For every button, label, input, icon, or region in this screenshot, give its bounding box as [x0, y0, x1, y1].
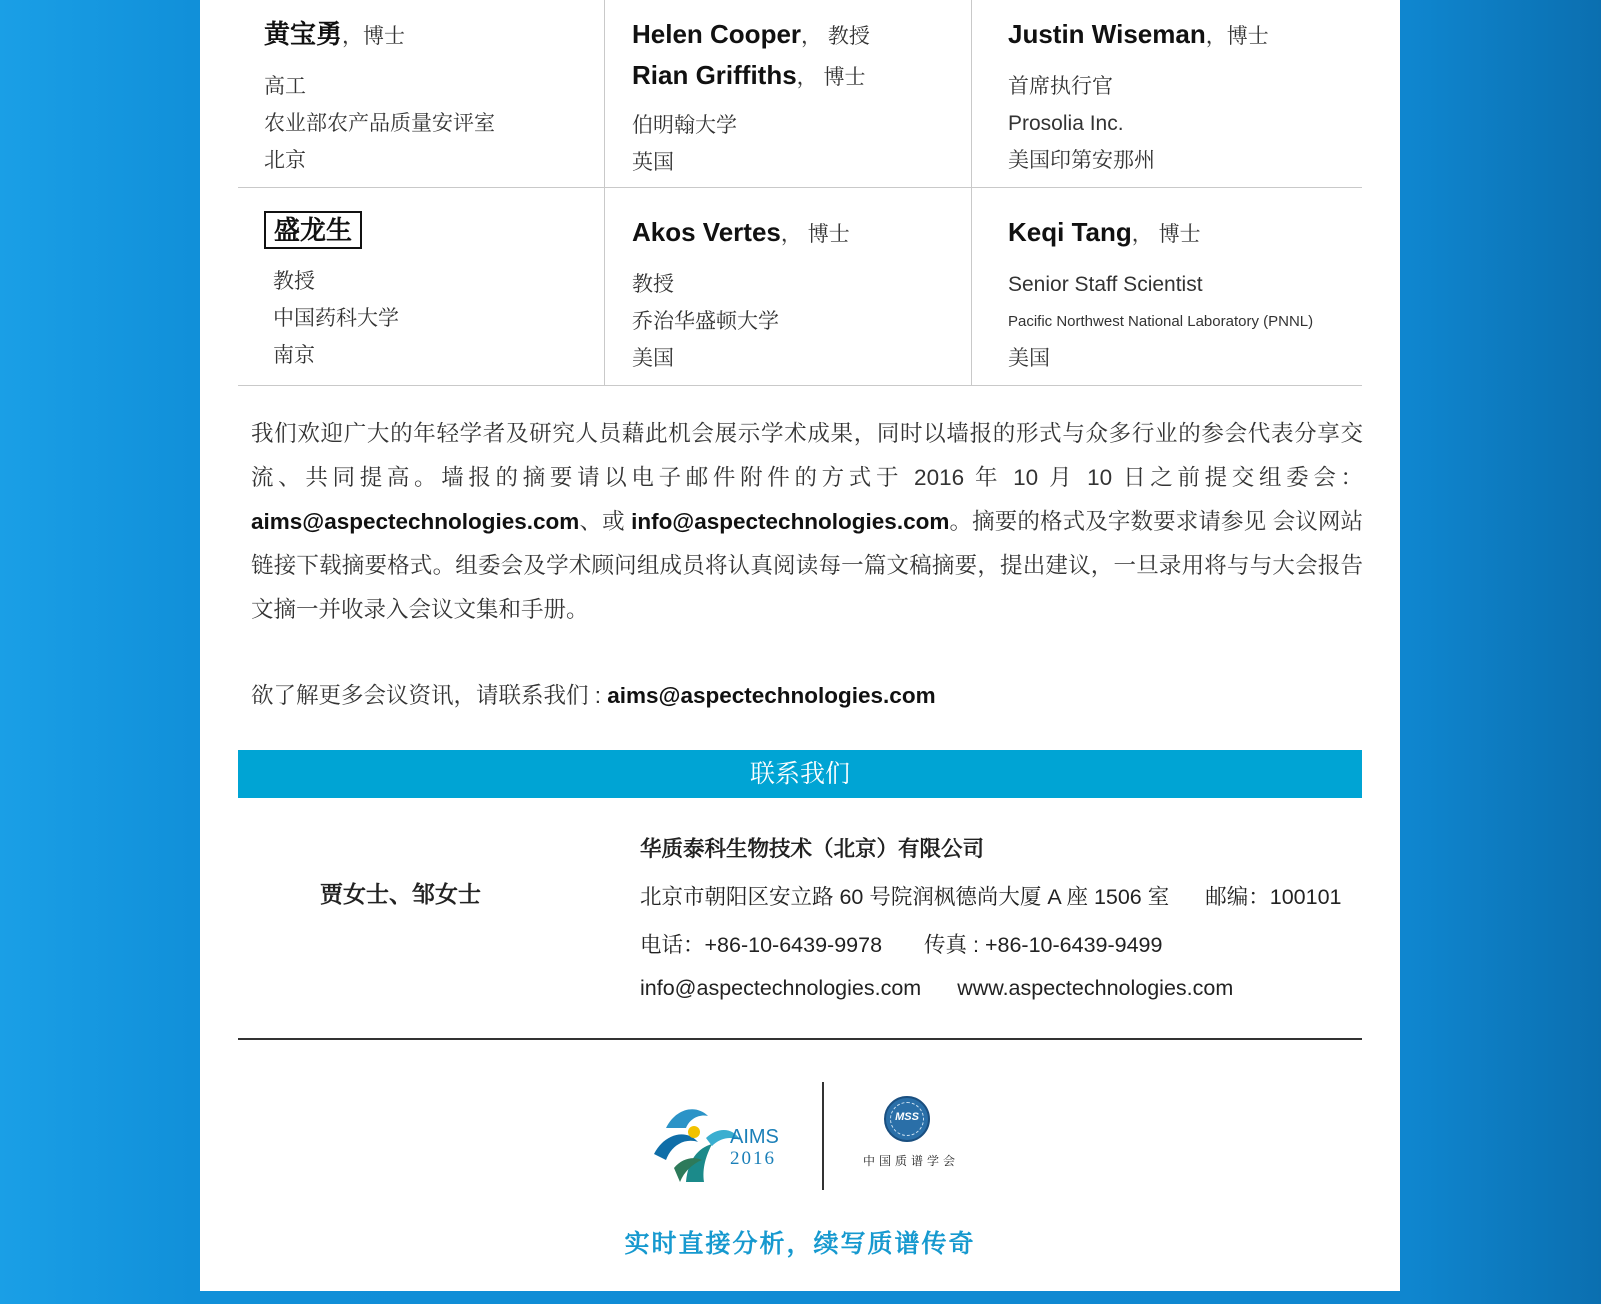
speaker-title: 教授 [827, 25, 870, 48]
speaker-name: Justin Wiseman [1008, 19, 1206, 49]
speaker-location: 美国 [632, 347, 674, 370]
fax: 传真 : +86-10-6439-9499 [924, 933, 1163, 957]
postcode: 邮编：100101 [1205, 885, 1342, 909]
speaker-name: 盛龙生 [264, 211, 362, 249]
contact-names: 贾女士、邹女士 [320, 881, 481, 907]
speaker-position: 教授 [632, 273, 674, 296]
speaker-name: Keqi Tang [1008, 217, 1132, 247]
speaker-card [264, 15, 495, 179]
speaker-position: Senior Staff Scientist [1008, 273, 1203, 296]
speaker-card [632, 15, 870, 181]
speaker-card [1008, 213, 1313, 377]
speaker-location: 北京 [264, 149, 306, 172]
mss-badge-text: MSS [895, 1111, 919, 1123]
mss-logo [856, 1096, 976, 1176]
speaker-grid [238, 0, 1362, 386]
slogan: 实时直接分析，续写质谱传奇 [624, 1230, 976, 1258]
intro-text: 、或 [579, 509, 632, 534]
speaker-title: 博士 [1158, 223, 1201, 246]
aims-logo [646, 1098, 806, 1184]
speaker-card [632, 213, 850, 377]
mss-logo-text: 中国质谱学会 [862, 1154, 959, 1168]
email-link[interactable]: aims@aspectechnologies.com [607, 683, 936, 708]
speaker-card [1008, 15, 1269, 179]
page-sheet [200, 0, 1400, 1291]
speaker-name: 黄宝勇 [264, 19, 343, 49]
comma: ， [1131, 223, 1153, 246]
intro-text: 。摘要的格式及字数要求请参见 会议网站 链接下载摘要格式。组委会及学术顾问组成员将认真阅读每一篇文稿摘要，提出建议，一旦录用将与与大会报告文摘一并收录入会议文集和手册。 [251, 509, 1363, 622]
company-name: 华质泰科生物技术（北京）有限公司 [640, 837, 985, 861]
comma: ， [801, 25, 823, 48]
intro-text: 我们欢迎广大的年轻学者及研究人员藉此机会展示学术成果，同时以墙报的形式与众多行业的参会代表分享交流、共同提高。墙报的摘要请以电子邮件附件的方式于 2016 年 10 月 10 日之前提交组委会： [251, 421, 1363, 490]
grid-divider [604, 0, 605, 386]
speaker-title: 博士 [363, 25, 406, 48]
more-info-text: 欲了解更多会议资讯，请联系我们 : [251, 683, 608, 708]
speaker-card [264, 211, 399, 374]
speaker-affiliation: 农业部农产品质量安评室 [264, 112, 495, 135]
speaker-position: 高工 [264, 75, 306, 98]
grid-divider [238, 187, 1362, 188]
comma: ， [342, 25, 364, 48]
contact-details [640, 832, 1342, 1024]
speaker-affiliation: 伯明翰大学 [632, 114, 737, 137]
website-link[interactable]: www.aspectechnologies.com [957, 976, 1234, 1000]
speaker-location: 南京 [273, 344, 315, 367]
address: 北京市朝阳区安立路 60 号院润枫德尚大厦 A 座 1506 室 [640, 885, 1170, 909]
speaker-affiliation: Prosolia Inc. [1008, 112, 1124, 135]
comma: ， [780, 223, 802, 246]
email-link[interactable]: info@aspectechnologies.com [631, 509, 950, 534]
speaker-name: Rian Griffiths [632, 60, 797, 90]
speaker-position: 首席执行官 [1008, 75, 1113, 98]
footer-divider [238, 1038, 1362, 1040]
aims-logo-text: AIMS [730, 1126, 779, 1148]
speaker-location: 美国 [1008, 347, 1050, 370]
grid-divider [238, 385, 1362, 386]
speaker-position: 教授 [273, 270, 315, 293]
email-link[interactable]: aims@aspectechnologies.com [251, 509, 580, 534]
comma: ， [796, 66, 818, 89]
more-info [251, 678, 936, 710]
speaker-affiliation: 乔治华盛顿大学 [632, 310, 779, 333]
speaker-location: 英国 [632, 151, 674, 174]
aims-logo-year: 2016 [730, 1148, 776, 1169]
speaker-title: 博士 [807, 223, 850, 246]
speaker-name: Akos Vertes [632, 217, 781, 247]
intro-paragraph [251, 412, 1363, 632]
speaker-title: 博士 [1226, 25, 1269, 48]
phone: 电话：+86-10-6439-9978 [640, 933, 883, 957]
comma: ， [1205, 25, 1227, 48]
grid-divider [971, 0, 972, 386]
speaker-affiliation: 中国药科大学 [273, 307, 399, 330]
aims-emblem-icon [646, 1098, 741, 1184]
mss-badge-icon [884, 1096, 930, 1142]
speaker-name: Helen Cooper [632, 19, 802, 49]
speaker-affiliation: Pacific Northwest National Laboratory (PNNL) [1008, 313, 1314, 330]
speaker-title: 博士 [823, 66, 866, 89]
contact-banner: 联系我们 [238, 750, 1362, 798]
logo-divider [822, 1082, 824, 1190]
speaker-location: 美国印第安那州 [1008, 149, 1155, 172]
contact-email[interactable]: info@aspectechnologies.com [640, 976, 922, 1000]
